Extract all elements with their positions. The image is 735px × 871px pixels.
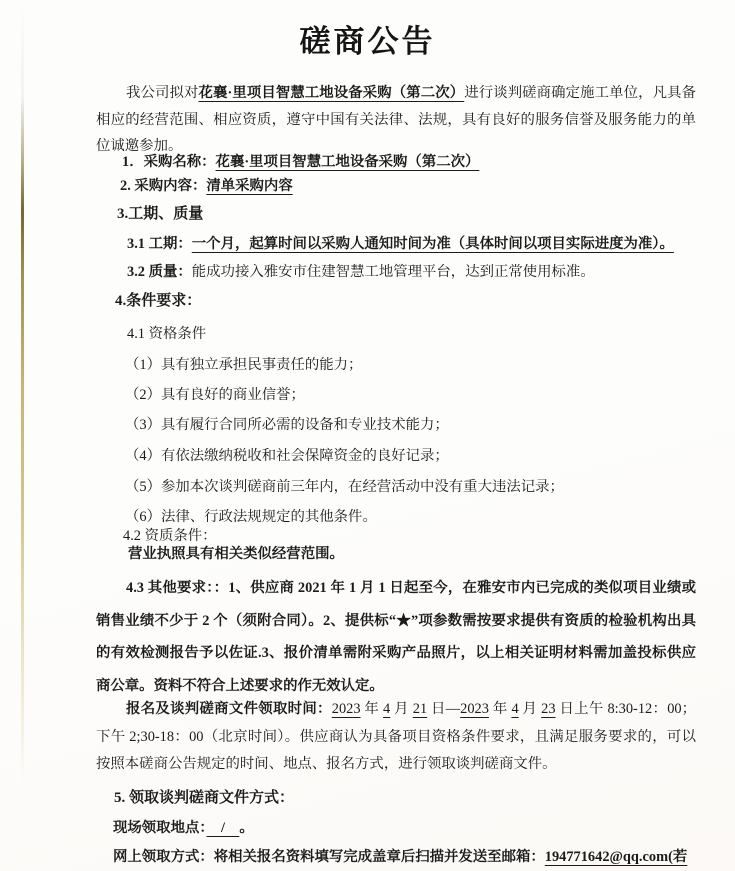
procurement-content-value: 清单采购内容 (206, 178, 293, 194)
quality-label: 3.2 质量： (127, 264, 192, 280)
registration-year-start: 2023 (331, 701, 361, 717)
business-scope-line: 营业执照具有相关类似经营范围。 (128, 546, 344, 562)
duration-label: 3.1 工期： (127, 236, 192, 252)
other-requirements-label: 4.3 其他要求： (126, 580, 214, 596)
registration-time-label: 报名及谈判磋商文件领取时间： (126, 701, 332, 717)
onsite-pickup-line (113, 818, 254, 838)
qualification-item-5: （5）参加本次谈判磋商前三年内，在经营活动中没有重大违法记录； (125, 479, 564, 495)
online-pickup-label: 网上领取方式： (113, 849, 214, 865)
other-requirements-text: ：1、供应商 2021 年 1 月 1 日起至今，在雅安市内已完成的类似项目业绩或销售业绩不少于 2 个（须附合同）。2、提供标“★”项参数需按要求提供有资质的检验机构出具的有效检测报告予以佐证.3、报价清单需附采购产品照片，以上相关证明材料需加盖投标供应商公章。资料不符合上述要求的作无效认定。 (96, 580, 696, 694)
section-4-2-heading: 4.2 资质条件： (123, 528, 217, 544)
qualification-item-6: （6）法律、行政法规规定的其他条件。 (125, 509, 377, 525)
registration-year-end: 2023 (460, 701, 489, 717)
section-3-heading: 3.工期、质量 (117, 206, 204, 222)
registration-tail-text: 日上午 8:30-12：00；下午 2;30-18：00（北京时间）。供应商认为具备项目资格条件要求，且满足服务要求的，可以按照本磋商公告规定的时间、地点、报名方式，进行领取谈判磋商文件。 (96, 701, 697, 773)
registration-text: 月 (518, 701, 542, 717)
qualification-item-1: （1）具有独立承担民事责任的能力； (125, 357, 363, 373)
registration-text: 日— (427, 701, 461, 717)
registration-month-start: 4 (383, 701, 391, 717)
qualification-item-4: （4）有依法缴纳税收和社会保障资金的良好记录； (125, 448, 449, 464)
quality-value: 能成功接入雅安市住建智慧工地管理平台，达到正常使用标准。 (191, 264, 595, 280)
procurement-name-line (122, 152, 479, 172)
scan-edge-artifact (21, 0, 24, 810)
duration-value: 一个月，起算时间以采购人通知时间为准（具体时间以项目实际进度为准）。 (191, 236, 674, 252)
registration-day-start: 21 (412, 701, 428, 717)
intro-prefix: 我公司拟对 (126, 85, 199, 101)
duration-line (127, 234, 674, 254)
onsite-pickup-label: 现场领取地点： (113, 820, 207, 836)
section-4-1-heading: 4.1 资格条件 (127, 326, 207, 342)
intro-project-name: 花襄·里项目智慧工地设备采购（第二次） (198, 85, 465, 101)
registration-time-paragraph (96, 696, 696, 779)
procurement-name-label: 1．采购名称： (122, 154, 216, 170)
registration-text: 月 (390, 701, 413, 717)
procurement-name-value: 花襄·里项目智慧工地设备采购（第二次） (215, 154, 480, 170)
procurement-content-line (120, 176, 293, 196)
quality-line (127, 262, 595, 282)
section-4-heading: 4.条件要求： (115, 293, 202, 309)
online-pickup-text: 将相关报名资料填写完成盖章后扫描并发送至邮箱： (213, 849, 545, 865)
registration-month-end: 4 (511, 701, 519, 717)
procurement-content-label: 2. 采购内容： (120, 178, 207, 194)
section-5-heading: 5. 领取谈判磋商文件方式： (114, 790, 295, 806)
intro-paragraph (96, 80, 696, 160)
contact-email: 194771642@qq.com(若 (544, 849, 688, 865)
intro-suffix: 进行谈判磋商确定施工单位，凡具备相应的经营范围、相应资质，遵守中国有关法律、法规，具有良好的服务信誉及服务能力的单位诚邀参加。 (96, 85, 696, 154)
registration-day-end: 23 (541, 701, 556, 717)
qualification-item-2: （2）具有良好的商业信誉； (125, 387, 305, 403)
qualification-item-3: （3）具有履行合同所必需的设备和专业技术能力； (125, 417, 449, 433)
online-pickup-line (113, 847, 687, 867)
onsite-pickup-value: / (206, 820, 240, 836)
registration-text: 年 (488, 701, 512, 717)
page-title: 磋商公告 (299, 24, 436, 59)
registration-text: 年 (360, 701, 384, 717)
other-requirements-paragraph (96, 572, 696, 702)
onsite-pickup-suffix: 。 (239, 820, 254, 836)
